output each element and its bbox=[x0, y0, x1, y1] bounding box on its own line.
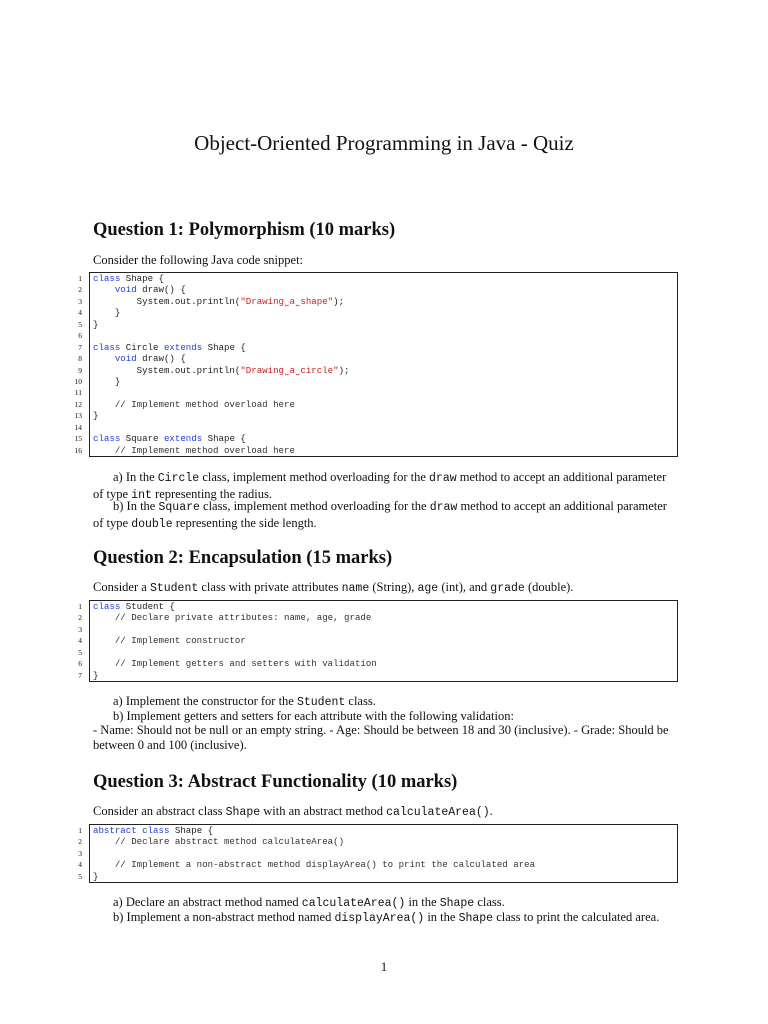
code-keyword: class bbox=[93, 341, 121, 353]
q2-intro bbox=[93, 580, 678, 597]
text-run: class, implement method overloading for the bbox=[199, 499, 430, 513]
code-line bbox=[78, 353, 677, 365]
code-keyword: class bbox=[142, 825, 170, 836]
code-line bbox=[78, 859, 677, 871]
inline-code: Shape bbox=[458, 912, 494, 925]
code-line bbox=[78, 825, 677, 836]
text-run: method to accept an additional parameter of type bbox=[93, 499, 667, 530]
q2-part-b-detail: - Name: Should not be null or an empty string. - Age: Should be between 18 and 30 (inclusive). - Grade: Should be between 0 and 100 (inclusive). bbox=[93, 723, 669, 752]
code-comment: // Implement method overload here bbox=[93, 398, 295, 410]
code-text: Circle bbox=[120, 341, 164, 353]
code-line bbox=[74, 422, 677, 433]
text-run: Consider a bbox=[93, 580, 150, 594]
q3-heading: Question 3: Abstract Functionality (10 marks) bbox=[93, 772, 458, 792]
text-run: representing the side length. bbox=[172, 515, 317, 530]
text-run: (String), bbox=[369, 580, 418, 594]
text-run: a) In the bbox=[113, 470, 158, 484]
code-line bbox=[78, 307, 677, 319]
code-line bbox=[74, 387, 677, 398]
inline-code: Shape bbox=[225, 806, 261, 819]
text-run: (double). bbox=[524, 580, 574, 594]
code-line bbox=[78, 318, 677, 330]
inline-code: double bbox=[131, 517, 173, 531]
code-line bbox=[74, 444, 677, 456]
text-run: (int), and bbox=[438, 580, 491, 594]
code-line bbox=[78, 612, 677, 624]
inline-code: calculateArea() bbox=[301, 897, 406, 910]
code-comment: // Declare private attributes: name, age, grade bbox=[93, 612, 372, 624]
line-number: 2 bbox=[78, 285, 82, 295]
line-number: 13 bbox=[74, 411, 82, 421]
inline-code: int bbox=[131, 488, 152, 502]
inline-code: displayArea() bbox=[334, 912, 425, 925]
line-number: 5 bbox=[78, 647, 82, 657]
text-run: class with private attributes bbox=[198, 580, 342, 594]
code-text: System.out.println( bbox=[93, 364, 241, 376]
line-number: 16 bbox=[74, 445, 82, 455]
text-run: class. bbox=[345, 694, 376, 708]
line-number: 1 bbox=[78, 602, 82, 611]
code-text bbox=[93, 353, 115, 364]
q2-heading: Question 2: Encapsulation (15 marks) bbox=[93, 548, 393, 568]
line-number: 1 bbox=[78, 274, 82, 283]
code-text: System.out.println( bbox=[93, 295, 241, 307]
line-number: 8 bbox=[78, 354, 82, 364]
text-run: a) Implement the constructor for the bbox=[113, 694, 297, 708]
code-line bbox=[78, 848, 677, 859]
q2-code-block bbox=[78, 600, 678, 682]
q3-code-block bbox=[78, 824, 678, 883]
code-line bbox=[78, 364, 677, 376]
text-run: class. bbox=[474, 895, 505, 909]
code-keyword: class bbox=[93, 273, 121, 284]
code-line bbox=[74, 433, 677, 445]
q2-part-b: b) Implement getters and setters for each attribute with the following validation: bbox=[113, 709, 514, 723]
inline-code: name bbox=[341, 582, 370, 595]
inline-code: grade bbox=[490, 582, 525, 595]
text-run: Consider an abstract class bbox=[93, 804, 226, 818]
code-line bbox=[74, 410, 677, 422]
code-line bbox=[78, 624, 677, 635]
line-number: 2 bbox=[78, 837, 82, 847]
line-number: 4 bbox=[78, 308, 82, 318]
line-number: 6 bbox=[78, 331, 82, 341]
code-line bbox=[78, 284, 677, 296]
code-comment: // Declare abstract method calculateArea() bbox=[93, 836, 345, 848]
inline-code: draw bbox=[429, 501, 458, 514]
code-line bbox=[78, 295, 677, 307]
code-line bbox=[78, 669, 677, 681]
code-string: "Drawing˽a˽shape" bbox=[240, 295, 334, 307]
code-text: Square bbox=[120, 433, 164, 445]
text-run: a) Declare an abstract method named bbox=[113, 895, 302, 909]
code-line bbox=[74, 398, 677, 410]
text-run: b) In the bbox=[113, 499, 159, 513]
code-line bbox=[78, 330, 677, 341]
code-text: Shape { bbox=[169, 825, 214, 836]
line-number: 7 bbox=[78, 342, 82, 352]
code-comment: // Implement method overload here bbox=[93, 444, 295, 456]
line-number: 9 bbox=[78, 365, 82, 375]
code-keyword: void bbox=[114, 284, 137, 296]
line-number: 6 bbox=[78, 659, 82, 669]
code-line bbox=[78, 601, 677, 612]
code-text: Student { bbox=[120, 601, 175, 612]
inline-code: Shape bbox=[439, 897, 475, 910]
line-number: 1 bbox=[78, 826, 82, 835]
code-comment: // Implement constructor bbox=[93, 635, 246, 647]
code-text: } bbox=[93, 870, 99, 882]
code-text: Shape { bbox=[120, 273, 164, 284]
inline-code: Square bbox=[158, 501, 200, 514]
q1-intro: Consider the following Java code snippet: bbox=[93, 253, 304, 267]
code-text: ); bbox=[333, 295, 345, 307]
q1-heading: Question 1: Polymorphism (10 marks) bbox=[93, 220, 396, 240]
code-string: "Drawing˽a˽circle" bbox=[240, 364, 339, 376]
code-comment: // Implement a non-abstract method displayArea() to print the calculated area bbox=[93, 859, 536, 871]
line-number: 11 bbox=[74, 388, 82, 398]
code-line bbox=[78, 870, 677, 882]
code-line bbox=[78, 658, 677, 670]
q3-part-b bbox=[93, 910, 678, 927]
line-number: 7 bbox=[78, 670, 82, 680]
code-line bbox=[78, 341, 677, 353]
line-number: 3 bbox=[78, 624, 82, 634]
text-run: class to print the calculated area. bbox=[493, 910, 660, 924]
code-keyword: abstract bbox=[93, 825, 137, 836]
code-text: draw() { bbox=[136, 284, 186, 296]
line-number: 12 bbox=[74, 399, 82, 409]
line-number: 4 bbox=[78, 636, 82, 646]
line-number: 15 bbox=[74, 434, 82, 444]
text-run: . bbox=[489, 804, 493, 818]
code-text: draw() { bbox=[136, 353, 186, 365]
page-title: Object-Oriented Programming in Java - Quiz bbox=[194, 131, 574, 155]
code-line bbox=[78, 273, 677, 284]
code-text: } bbox=[93, 410, 99, 422]
code-comment: // Implement getters and setters with validation bbox=[93, 658, 377, 670]
inline-code: Student bbox=[296, 696, 346, 709]
q1-part-b bbox=[93, 499, 678, 532]
text-run: in the bbox=[424, 910, 459, 924]
text-run: with an abstract method bbox=[260, 804, 387, 818]
code-keyword: class bbox=[93, 601, 121, 612]
q3-intro bbox=[93, 804, 678, 821]
code-line bbox=[78, 836, 677, 848]
text-run: class, implement method overloading for the bbox=[199, 470, 430, 484]
code-text: } bbox=[93, 669, 99, 681]
code-text bbox=[93, 284, 115, 295]
code-text: ); bbox=[338, 364, 350, 376]
code-keyword: class bbox=[93, 433, 121, 445]
inline-code: Student bbox=[149, 582, 199, 595]
code-text: Shape { bbox=[202, 433, 246, 445]
code-text: } bbox=[93, 307, 121, 319]
code-keyword: extends bbox=[163, 433, 203, 445]
code-text: Shape { bbox=[202, 341, 246, 353]
text-run: method to accept an additional parameter of type bbox=[93, 470, 667, 501]
line-number: 14 bbox=[74, 422, 82, 432]
line-number: 5 bbox=[78, 319, 82, 329]
code-line bbox=[78, 647, 677, 658]
text-run: in the bbox=[405, 895, 440, 909]
inline-code: age bbox=[417, 582, 439, 595]
text-run: representing the radius. bbox=[151, 486, 273, 501]
text-run: b) Implement a non-abstract method named bbox=[113, 910, 335, 924]
line-number: 2 bbox=[78, 613, 82, 623]
line-number: 3 bbox=[78, 296, 82, 306]
code-line bbox=[78, 635, 677, 647]
line-number: 10 bbox=[74, 376, 82, 386]
q1-code-block bbox=[74, 272, 678, 457]
line-number: 4 bbox=[78, 860, 82, 870]
line-number: 3 bbox=[78, 848, 82, 858]
code-line bbox=[74, 375, 677, 387]
inline-code: Circle bbox=[157, 472, 200, 485]
inline-code: draw bbox=[429, 472, 457, 485]
code-text: } bbox=[93, 318, 99, 330]
page-number: 1 bbox=[380, 960, 388, 974]
code-text: } bbox=[93, 375, 121, 387]
code-keyword: extends bbox=[163, 341, 203, 353]
line-number: 5 bbox=[78, 871, 82, 881]
inline-code: calculateArea() bbox=[386, 806, 490, 819]
code-keyword: void bbox=[114, 353, 137, 365]
